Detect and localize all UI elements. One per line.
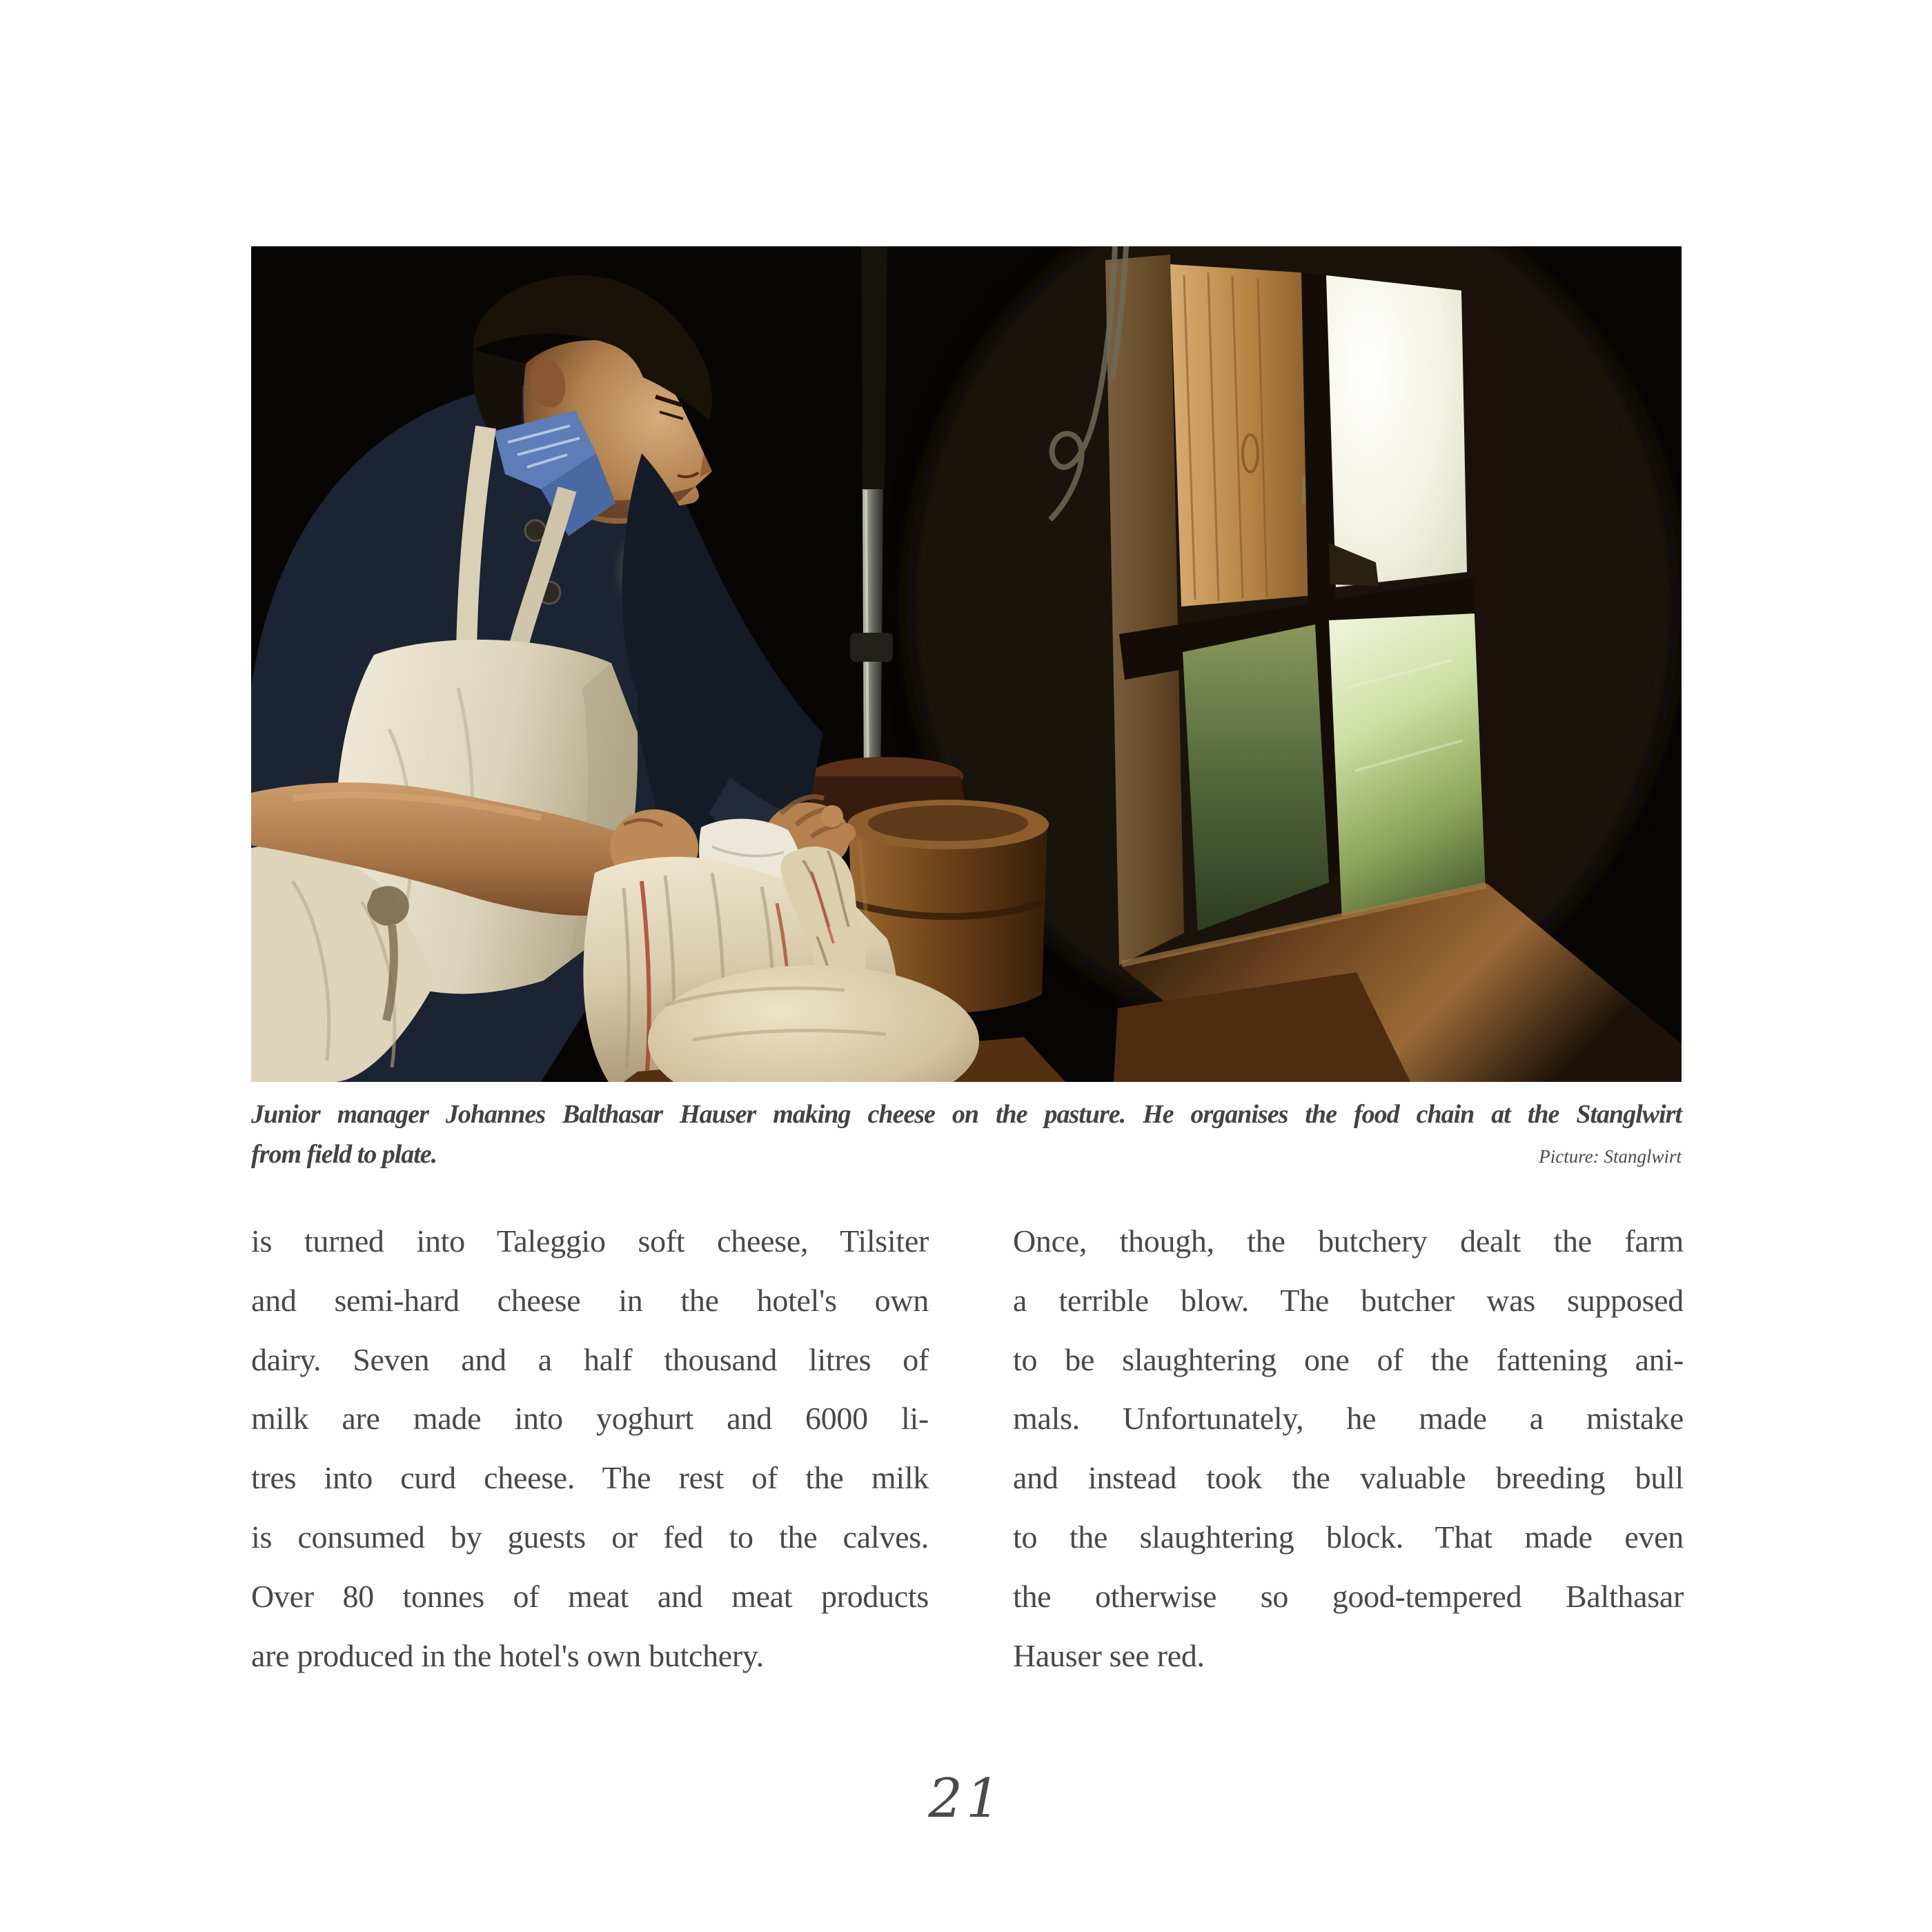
text-line: mals. Unfortunately, he made a mistake	[1013, 1401, 1684, 1437]
caption-line-2: from field to plate.	[251, 1140, 437, 1169]
text-line: milk are made into yoghurt and 6000 li-	[251, 1401, 929, 1437]
text-line: a terrible blow. The butcher was supposed	[1013, 1282, 1684, 1318]
text-line: Once, though, the butchery dealt the farm	[1013, 1223, 1684, 1259]
text-line: and instead took the valuable breeding bull	[1013, 1460, 1684, 1496]
text-line: dairy. Seven and a half thousand litres of	[251, 1341, 929, 1377]
photo-credit: Picture: Stanglwirt	[1539, 1146, 1682, 1167]
text-line: are produced in the hotel's own butchery.	[251, 1637, 764, 1673]
photo-caption	[251, 1094, 1682, 1174]
text-line: Over 80 tonnes of meat and meat products	[251, 1578, 929, 1614]
window-grass-pane	[1183, 624, 1329, 931]
body-column-right	[1013, 1212, 1684, 1685]
text-line: is consumed by guests or fed to the calves.	[251, 1519, 929, 1555]
article-body	[251, 1212, 1684, 1685]
photo-illustration	[251, 246, 1682, 1082]
text-line: the otherwise so good-tempered Balthasar	[1013, 1578, 1684, 1614]
page-number: 21	[928, 1768, 1004, 1830]
caption-line-1: Junior manager Johannes Balthasar Hauser making cheese on the pasture. He organises the food chain at the Stanglwirt	[251, 1100, 1682, 1129]
text-line: is turned into Taleggio soft cheese, Tilsiter	[251, 1223, 929, 1259]
text-line: and semi-hard cheese in the hotel's own	[251, 1282, 929, 1318]
article-photo	[251, 246, 1682, 1082]
body-column-left	[251, 1212, 929, 1685]
window-sky-pane	[1326, 275, 1467, 587]
text-line: to be slaughtering one of the fattening ani-	[1013, 1341, 1684, 1377]
text-line: Hauser see red.	[1013, 1637, 1205, 1673]
text-line: to the slaughtering block. That made even	[1013, 1519, 1684, 1555]
photo-window	[1105, 255, 1518, 969]
text-line: tres into curd cheese. The rest of the milk	[251, 1460, 929, 1496]
